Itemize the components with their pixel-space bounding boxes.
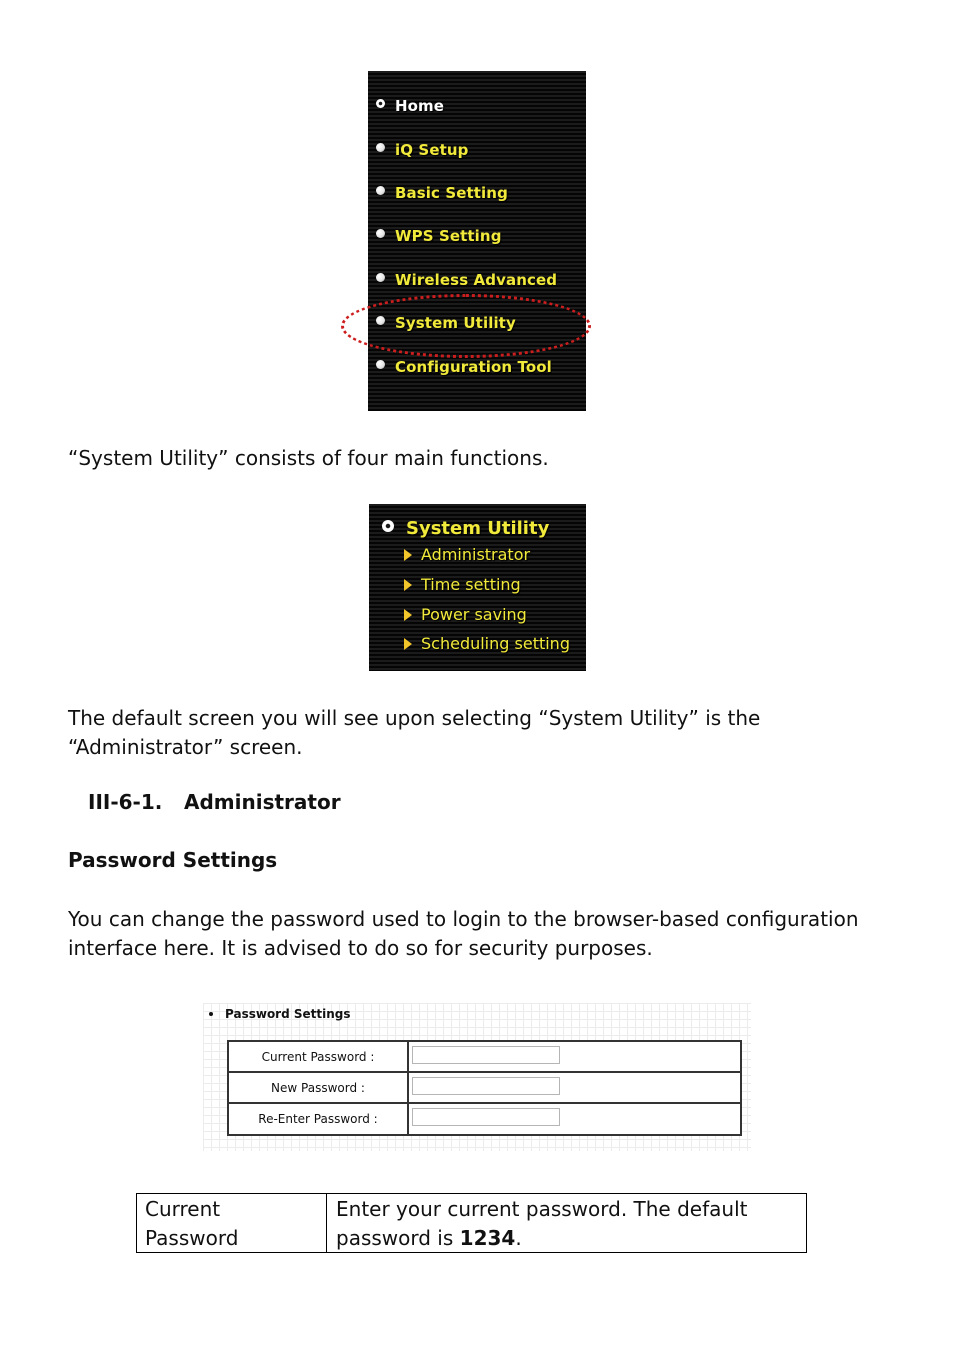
section-title: Administrator [184, 790, 341, 814]
form-row-current-password [229, 1042, 740, 1073]
bullet-icon [376, 229, 385, 238]
nav-item-configuration-tool[interactable] [376, 356, 552, 378]
new-password-field[interactable] [412, 1077, 560, 1095]
intro-paragraph: “System Utility” consists of four main functions. [68, 446, 549, 470]
section-number: III-6-1. [88, 790, 163, 814]
password-form-table [227, 1040, 742, 1136]
reenter-password-label: Re-Enter Password : [229, 1104, 409, 1134]
subsection-title: Password Settings [68, 848, 278, 872]
description-definition [328, 1194, 806, 1252]
bullet-icon [376, 360, 385, 369]
default-screen-paragraph: The default screen you will see upon selecting “System Utility” is the “Administrator” screen. [68, 706, 761, 759]
submenu-title[interactable] [382, 518, 549, 539]
panel-title [209, 1007, 351, 1021]
password-description: You can change the password used to login to the browser-based configuration interface here. It is advised to do so for security purposes. [68, 907, 859, 960]
bullet-icon [376, 186, 385, 195]
arrow-right-icon [404, 609, 412, 621]
default-password-value: 1234 [459, 1226, 516, 1250]
nav-item-label: Wireless Advanced [395, 271, 558, 289]
nav-item-wireless-advanced[interactable] [376, 269, 557, 291]
main-nav-menu [368, 71, 586, 411]
field-description-table [136, 1193, 807, 1253]
radio-selected-icon [376, 99, 385, 108]
nav-item-label: WPS Setting [395, 227, 502, 245]
nav-item-label: Basic Setting [395, 184, 508, 202]
nav-item-label: Home [395, 97, 445, 115]
nav-item-iq-setup[interactable] [376, 139, 468, 161]
submenu-item-label: Scheduling setting [421, 634, 570, 653]
current-password-label: Current Password : [229, 1042, 409, 1071]
highlight-ellipse [341, 294, 591, 358]
radio-selected-icon [382, 520, 394, 532]
reenter-password-field[interactable] [412, 1108, 560, 1126]
panel-title-label: Password Settings [225, 1007, 351, 1021]
submenu-title-label: System Utility [406, 518, 550, 539]
current-password-field[interactable] [412, 1046, 560, 1064]
definition-suffix: . [515, 1226, 522, 1250]
new-password-label: New Password : [229, 1073, 409, 1102]
submenu-item-label: Administrator [421, 545, 531, 564]
nav-item-basic-setting[interactable] [376, 182, 508, 204]
nav-item-label: System Utility [395, 314, 516, 332]
submenu-item-label: Power saving [421, 605, 527, 624]
arrow-right-icon [404, 638, 412, 650]
nav-item-home[interactable] [376, 95, 444, 117]
submenu-item-administrator[interactable] [404, 545, 530, 564]
arrow-right-icon [404, 549, 412, 561]
definition-text: Enter your current password. The default password is [336, 1197, 748, 1250]
submenu-item-label: Time setting [421, 575, 521, 594]
submenu-item-scheduling-setting[interactable] [404, 634, 570, 653]
nav-item-label: iQ Setup [395, 141, 469, 159]
bullet-icon [376, 273, 385, 282]
form-row-new-password [229, 1073, 740, 1104]
form-row-reenter-password [229, 1104, 740, 1134]
bullet-icon [376, 143, 385, 152]
arrow-right-icon [404, 579, 412, 591]
submenu-item-time-setting[interactable] [404, 575, 521, 594]
bullet-icon [209, 1012, 213, 1016]
password-settings-panel [203, 1003, 751, 1151]
submenu-item-power-saving[interactable] [404, 605, 527, 624]
description-term: Current Password [137, 1194, 327, 1252]
nav-item-label: Configuration Tool [395, 358, 552, 376]
nav-item-wps-setting[interactable] [376, 225, 502, 247]
system-utility-submenu [369, 504, 586, 671]
